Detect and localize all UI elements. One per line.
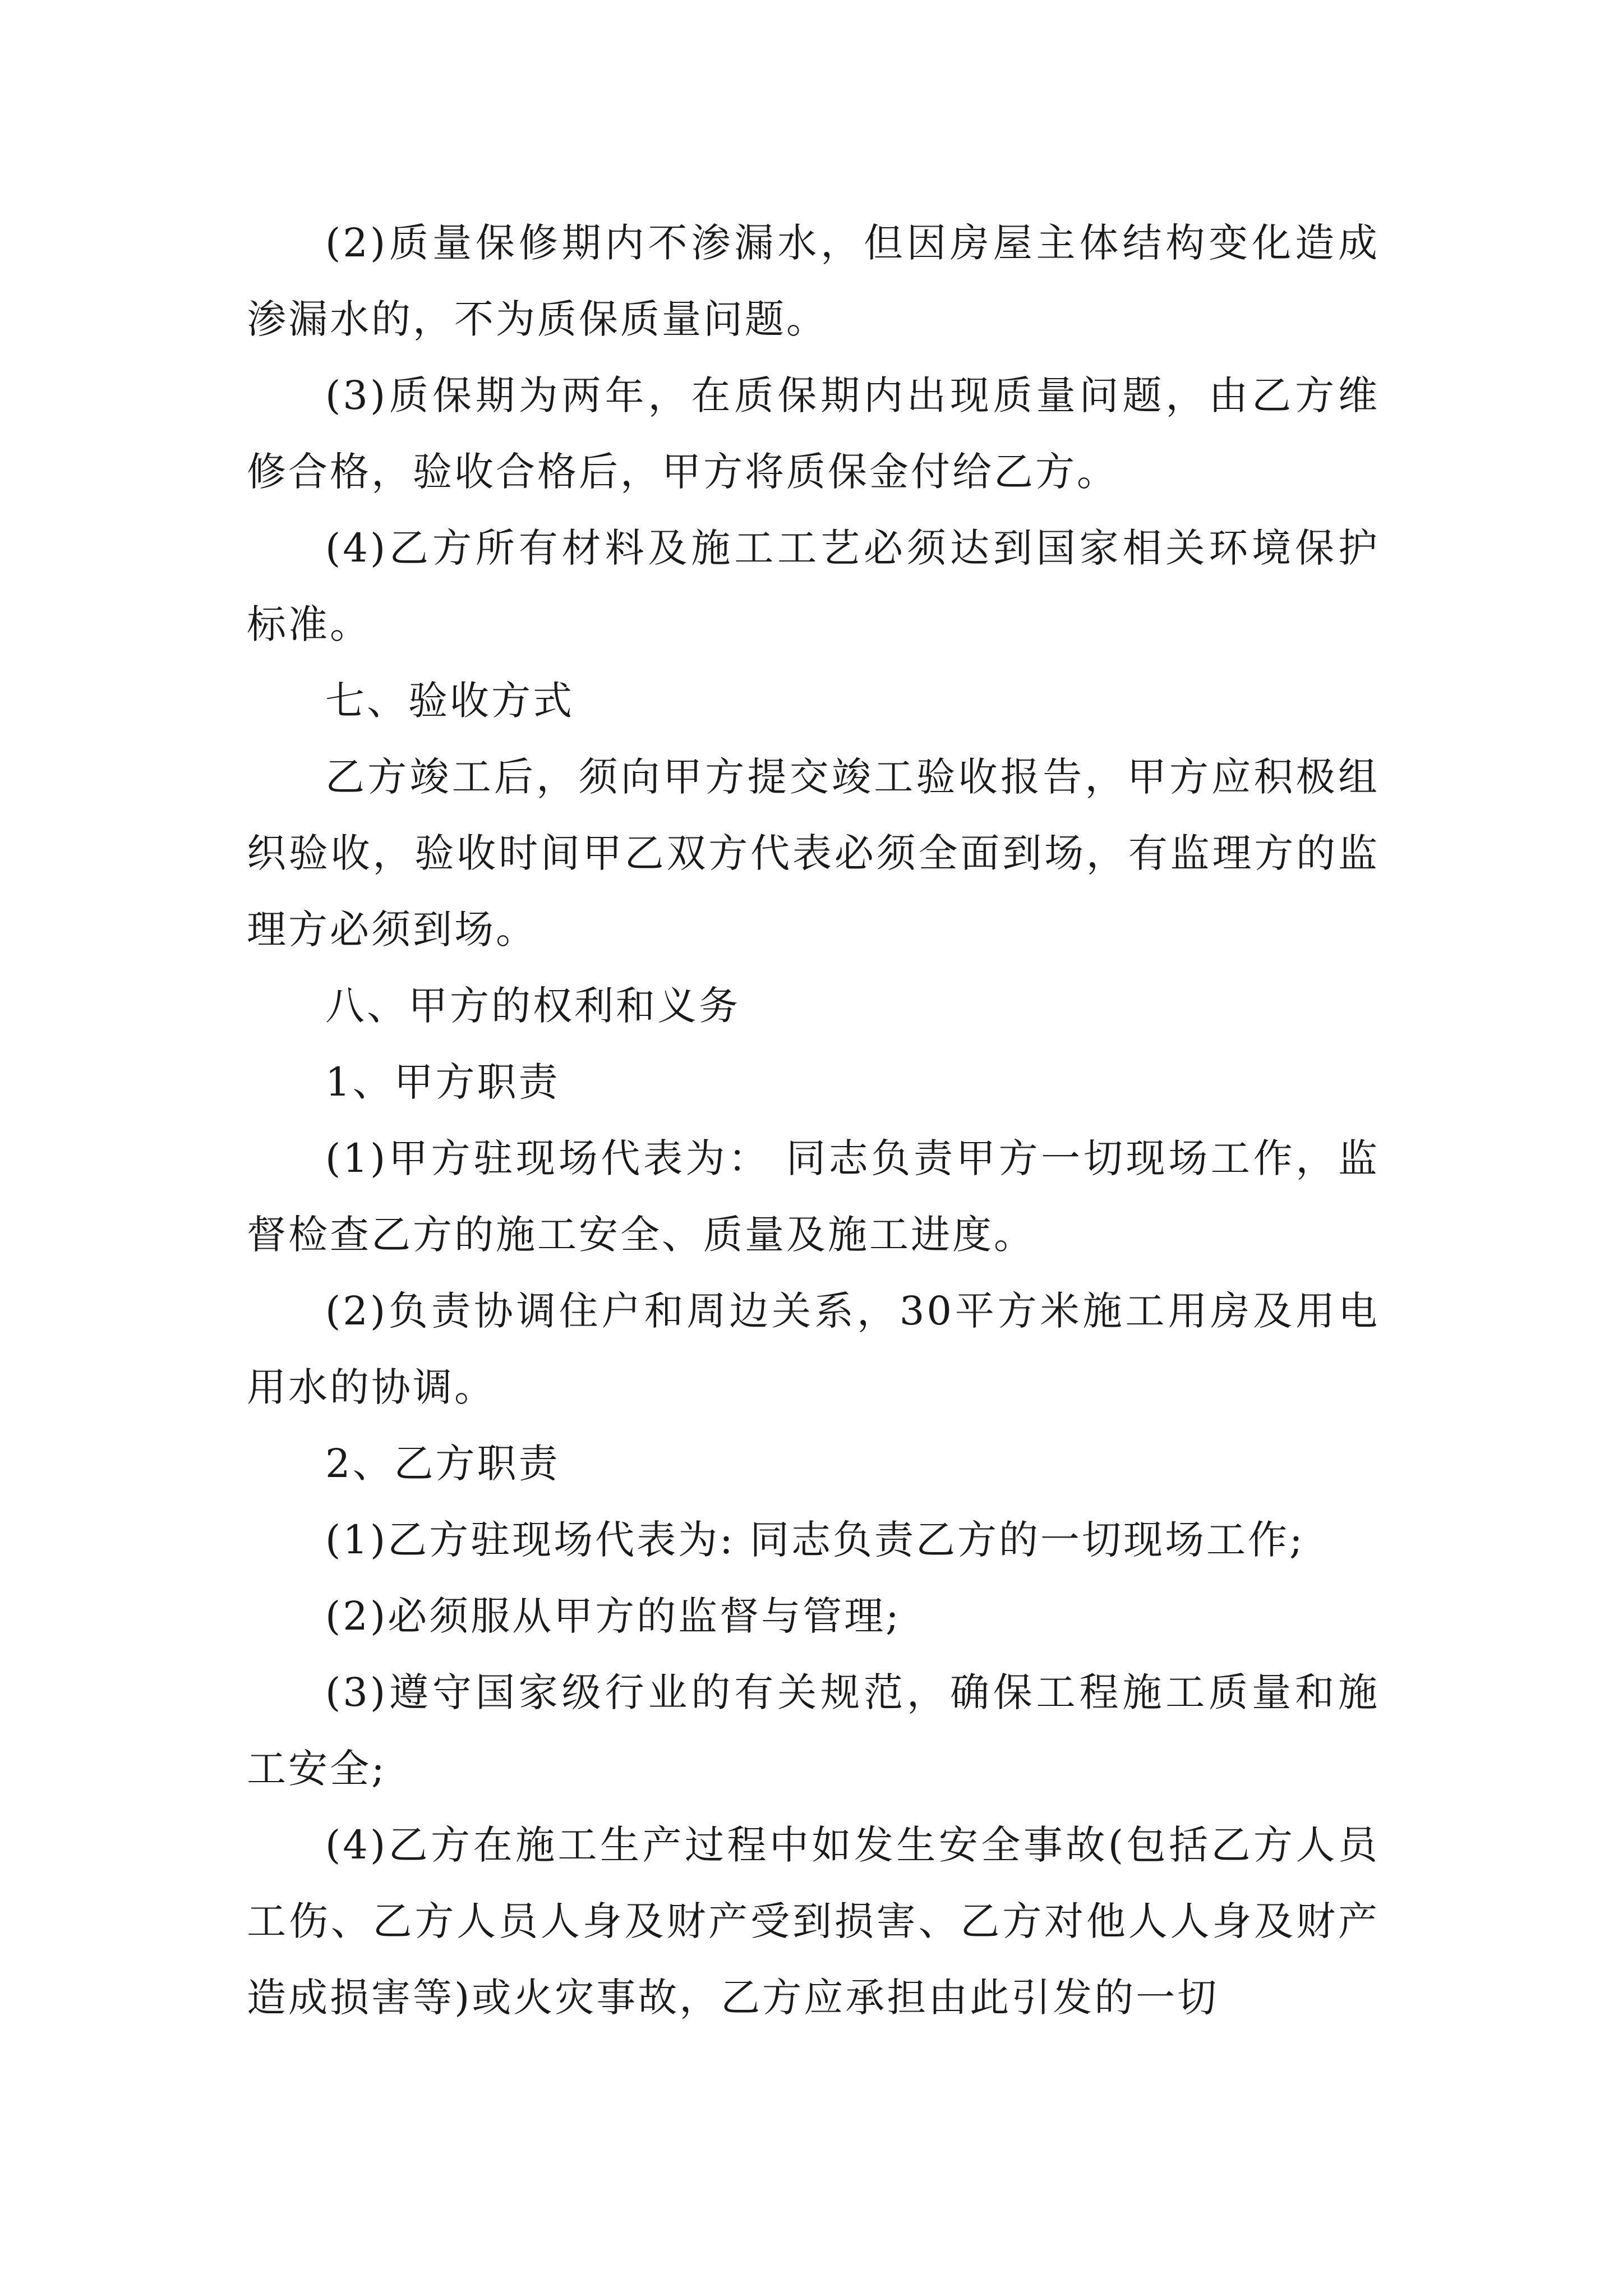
- paragraph-party-b-standards: (3)遵守国家级行业的有关规范，确保工程施工质量和施工安全;: [247, 1669, 1380, 1792]
- document-page: [247, 205, 1380, 2036]
- section-heading-party-a-rights: 八、甲方的权利和义务: [325, 983, 740, 1029]
- paragraph-party-b-safety-liability: (4)乙方在施工生产过程中如发生安全事故(包括乙方人员工伤、乙方人员人身及财产受到损害、乙方对他人人身及财产造成损害等)或火灾事故，乙方应承担由此引发的一切: [247, 1822, 1380, 2021]
- paragraph-warranty-leakage: (2)质量保修期内不渗漏水，但因房屋主体结构变化造成渗漏水的，不为质保质量问题。: [247, 220, 1380, 342]
- paragraph-party-a-coordination: (2)负责协调住户和周边关系，30平方米施工用房及用电用水的协调。: [247, 1288, 1380, 1410]
- paragraph-environmental-standard: (4)乙方所有材料及施工工艺必须达到国家相关环境保护标准。: [247, 525, 1380, 647]
- subheading-party-a-duties: 1、甲方职责: [325, 1059, 560, 1105]
- paragraph-party-a-representative: (1)甲方驻现场代表为： 同志负责甲方一切现场工作，监督检查乙方的施工安全、质量及施工进度。: [247, 1135, 1380, 1258]
- paragraph-party-b-representative: (1)乙方驻现场代表为: 同志负责乙方的一切现场工作;: [325, 1517, 1305, 1563]
- section-heading-acceptance: 七、验收方式: [325, 678, 574, 724]
- paragraph-acceptance-method: 乙方竣工后，须向甲方提交竣工验收报告，甲方应积极组织验收，验收时间甲乙双方代表必须全面到场，有监理方的监理方必须到场。: [247, 754, 1380, 953]
- paragraph-party-b-supervision: (2)必须服从甲方的监督与管理;: [325, 1593, 901, 1639]
- subheading-party-b-duties: 2、乙方职责: [325, 1441, 560, 1487]
- paragraph-warranty-period: (3)质保期为两年，在质保期内出现质量问题，由乙方维修合格，验收合格后，甲方将质保金付给乙方。: [247, 372, 1380, 495]
